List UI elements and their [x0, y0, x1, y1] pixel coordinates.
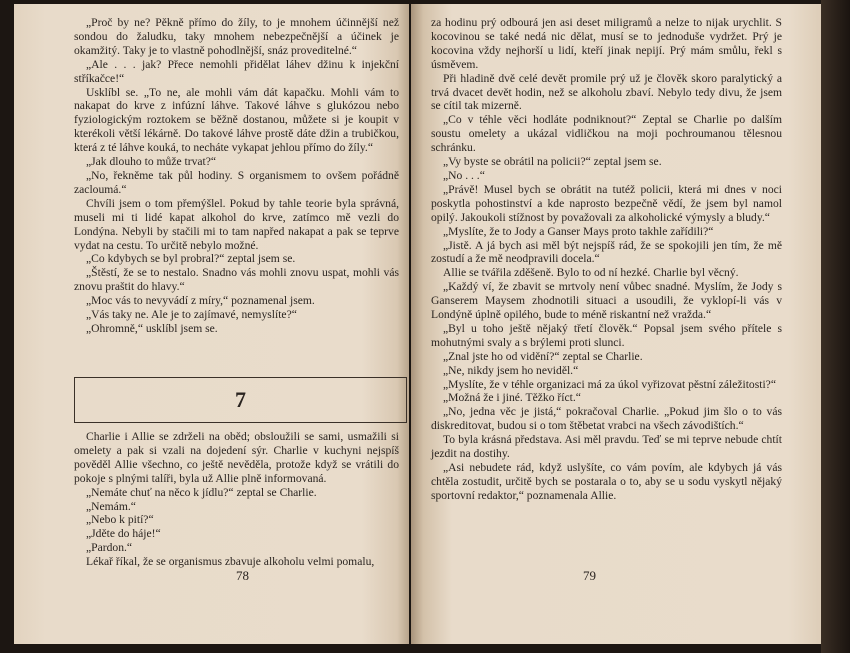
chapter-number: 7 — [235, 387, 246, 412]
right-page-text — [431, 16, 782, 503]
paragraph: „Myslíte, že to Jody a Ganser Mays proto takhle zařídili?“ — [443, 224, 714, 238]
paragraph: „Moc vás to nevyvádí z míry,“ poznamenal jsem. — [86, 294, 315, 308]
paragraph: „Jistě. A já bych asi měl být nejspíš rád, že se spokojili jen tím, že mě zostudí a že mě neodpravili docela.“ — [431, 238, 782, 266]
paragraph: „Proč by ne? Pěkně přímo do žíly, to je mnohem účinnější než sondou do žaludku, taky mnohem nebezpečnější a účinek je okamžitý. Taky je to vlastně pohodlnější, snáz proveditelné.“ — [74, 16, 399, 57]
paragraph: „Jak dlouho to může trvat?“ — [86, 155, 217, 169]
paragraph: „Právě! Musel bych se obrátit na tutéž policii, která mi dnes v noci poskytla pohostinství a kde naprosto bezpečně vědí, že jsem byl namol opilý. Jakoukoli stížnost by považovali za alkoholické výmysly a bludy.“ — [431, 182, 782, 224]
paragraph: „Co v téhle věci hodláte podniknout?“ Zeptal se Charlie po dalším soustu omelety a ukázal vidličkou na moji pochroumanou tělesnou schránku. — [431, 113, 782, 155]
paragraph: „Ale . . . jak? Přece nemohli přidělat láhev džinu k injekční stříkačce!“ — [74, 57, 399, 85]
page-number-right: 79 — [583, 568, 596, 583]
left-page-text-bottom — [74, 430, 399, 569]
left-page — [14, 4, 409, 644]
book-edge-shadow — [821, 0, 850, 653]
chapter-heading-box — [74, 377, 407, 423]
paragraph: „Myslíte, že v téhle organizaci má za úkol vyřizovat pěstní záležitosti?“ — [443, 377, 776, 391]
paragraph: „No, jedna věc je jistá,“ pokračoval Charlie. „Pokud jim šlo o to vás diskreditovat, budou si o tom štěbetat vrabci na všech závodištích.“ — [431, 405, 782, 433]
paragraph: „Ne, nikdy jsem ho neviděl.“ — [443, 363, 579, 377]
paragraph: „Možná že i jiné. Těžko říct.“ — [443, 391, 581, 405]
paragraph: Charlie i Allie se zdrželi na oběd; obsloužili se sami, usmažili si omelety a pak si vzali na dojedení sýr. Charlie v kuchyni nejspíš pověděl Allie všechno, co ještě nevěděla, protože když se vrátili do pokoje s plnými talíři, byla už Allie plně informovaná. — [74, 430, 399, 485]
paragraph: „No, řekněme tak půl hodiny. S organismem to ovšem pořádně zacloumá.“ — [74, 168, 399, 196]
paragraph: „Každý ví, že zbavit se mrtvoly není vůbec snadné. Myslím, že Jody s Ganserem Maysem zhodnotili situaci a usoudili, že vyklopí-li vás v Londýně úplně opilého, bude to méně riskantní než vražda.“ — [431, 280, 782, 322]
paragraph: „Co kdybych se byl probral?“ zeptal jsem se. — [86, 252, 296, 266]
paragraph: „Vy byste se obrátil na policii?“ zeptal jsem se. — [443, 155, 662, 169]
paragraph: „Jděte do háje!“ — [86, 527, 161, 541]
paragraph: To byla krásná představa. Asi měl pravdu. Teď se mi teprve nebude chtít jezdit na dostihy. — [431, 433, 782, 461]
left-page-text-top — [74, 16, 399, 336]
right-page — [411, 4, 821, 644]
paragraph: Lékař říkal, že se organismus zbavuje alkoholu velmi pomalu, — [86, 555, 375, 569]
paragraph: Usklíbl se. „To ne, ale mohli vám dát kapačku. Mohli vám to nakapat do krve z infúzní láhve. Takové láhve s glukózou nebo fyziologickým roztokem se běžně dostanou, můžete si je koupit v kterékoli větší lékárně. Do takové láhve prostě dáte džin a trubičkou, která z té láhve kouká, to necháte vykapat jehlou přímo do žíly.“ — [74, 85, 399, 155]
paragraph: „Byl u toho ještě nějaký třetí člověk.“ Popsal jsem svého přítele s mohutnými svaly a s brýlemi proti slunci. — [431, 321, 782, 349]
paragraph: „Asi nebudete rád, když uslyšíte, co vám povím, ale kdybych já vás chtěla zostudit, určitě bych se postarala o to, aby se u sodu vyskytl nějaký sportovní redaktor,“ poznamenala Allie. — [431, 461, 782, 502]
paragraph: „Ohromně,“ usklíbl jsem se. — [86, 321, 218, 335]
paragraph: Chvíli jsem o tom přemýšlel. Pokud by tahle teorie byla správná, museli mi ti lidé kapat alkohol do krve, zatímco mě vezli do Londýna. Nebyli by stačili mi to tam napřed nakapat a pak se teprve vydat na cestu. To určitě nebylo možné. — [74, 196, 399, 252]
paragraph: „Pardon.“ — [86, 541, 133, 555]
paragraph: Při hladině dvě celé devět promile prý už je člověk skoro paralytický a trvá dvacet devět hodin, než se alkoholu zbaví. Nebylo tedy divu, že jsem se cítil tak mizerně. — [431, 71, 782, 113]
paragraph: „Nebo k pití?“ — [86, 513, 154, 527]
paragraph: za hodinu prý odbourá jen asi deset miligramů a nelze to nijak urychlit. S kocovinou se také nedá nic dělat, musí se to jednoduše vydržet. Prý je kocovina vždy nejhorší u lidí, kteří jinak nepijí. Prý mám smůlu, řekl s úsměvem. — [431, 16, 782, 71]
page-number-left: 78 — [236, 568, 249, 583]
paragraph: Allie se tvářila zděšeně. Bylo to od ní hezké. Charlie byl věcný. — [443, 266, 739, 280]
paragraph: „Znal jste ho od vidění?“ zeptal se Charlie. — [443, 349, 643, 363]
paragraph: „Nemám.“ — [86, 499, 136, 513]
paragraph: „Nemáte chuť na něco k jídlu?“ zeptal se Charlie. — [86, 485, 317, 499]
paragraph: „Štěstí, že se to nestalo. Snadno vás mohli znovu uspat, mohli vás znovu praštit do hlavy.“ — [74, 266, 399, 294]
paragraph: „No . . .“ — [443, 168, 485, 182]
paragraph: „Vás taky ne. Ale je to zajímavé, nemyslíte?“ — [86, 308, 297, 322]
